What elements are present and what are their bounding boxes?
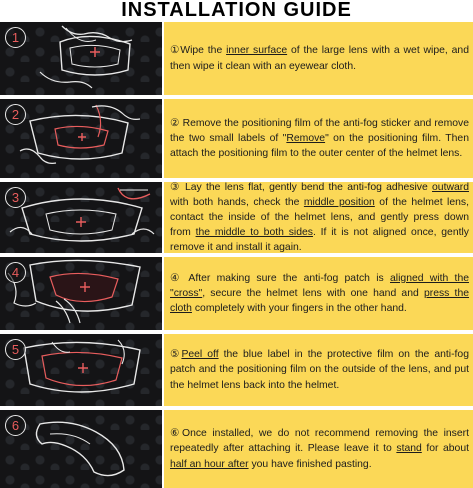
step-6-text <box>170 426 469 472</box>
step-number-badge: 1 <box>5 27 26 48</box>
step-number-badge: 2 <box>5 104 26 125</box>
text-segment: ①Wipe the <box>170 45 227 57</box>
text-segment: , secure the helmet lens with one hand and <box>202 287 424 299</box>
step-3-illustration <box>0 182 163 253</box>
step-1-text <box>170 43 469 73</box>
step-2-illustration <box>0 99 163 178</box>
step-row-6 <box>0 410 473 488</box>
step-number-badge: 3 <box>5 187 26 208</box>
step-number-badge: 5 <box>5 339 26 360</box>
step-6-instructions <box>164 410 473 488</box>
step-2-instructions <box>164 99 473 178</box>
step-3-text <box>170 180 469 256</box>
page-title: INSTALLATION GUIDE <box>121 0 352 21</box>
text-segment: ② Remove the positioning film of the anti-fog sticker and remove the two small labels of " <box>170 117 469 144</box>
step-1-illustration <box>0 22 163 95</box>
step-3-instructions <box>164 182 473 253</box>
text-segment: ④ After making sure the anti-fog patch is <box>170 272 391 284</box>
step-row-3 <box>0 182 473 253</box>
step-4-illustration <box>0 257 163 330</box>
text-segment: of the helmet lens, contact the inside of the helmet lens, and gently press down from <box>170 196 470 239</box>
underlined-text: Peel off <box>181 349 219 361</box>
step-row-1 <box>0 22 473 95</box>
text-segment: completely with your fingers in the other hand. <box>191 303 407 315</box>
text-segment: . If it is not aligned once, gently remove it and install it again. <box>170 227 469 254</box>
step-4-instructions <box>164 257 473 330</box>
step-5-text <box>170 347 469 393</box>
underlined-text: the middle to both sides <box>195 227 313 239</box>
step-row-4 <box>0 257 473 330</box>
text-segment: ⑤ <box>170 349 182 361</box>
underlined-text: stand <box>396 443 422 455</box>
text-segment: ⑥Once installed, we do not recommend removing the insert repeatedly after attaching it. Please leave it to <box>170 428 469 455</box>
underlined-text: aligned with the "cross" <box>170 272 469 299</box>
text-segment: for about <box>421 443 470 455</box>
step-row-2 <box>0 99 473 178</box>
step-1-instructions <box>164 22 473 95</box>
underlined-text: press the cloth <box>170 287 469 315</box>
underlined-text: outward <box>432 181 469 193</box>
underlined-text: middle position <box>303 196 375 208</box>
step-5-instructions <box>164 334 473 406</box>
step-number-badge: 6 <box>5 415 26 436</box>
underlined-text: half an hour after <box>170 458 249 470</box>
step-row-5 <box>0 334 473 406</box>
underlined-text: Remove <box>286 132 326 144</box>
step-2-text <box>170 116 469 162</box>
step-5-illustration <box>0 334 163 406</box>
underlined-text: inner surface <box>226 45 288 57</box>
text-segment: " on the positioning film. Then attach the positioning film to the outer center of the helmet lens. <box>170 132 469 160</box>
step-number-badge: 4 <box>5 262 26 283</box>
text-segment: with both hands, check the <box>170 196 304 208</box>
step-4-text <box>170 271 469 317</box>
text-segment: you have finished pasting. <box>248 458 372 470</box>
step-6-illustration <box>0 410 163 488</box>
text-segment: of the large lens with a wet wipe, and then wipe it clean with an eyewear cloth. <box>170 45 469 72</box>
text-segment: ③ Lay the lens flat, gently bend the anti-fog adhesive <box>170 181 433 193</box>
text-segment: the blue label in the protective film on the anti-fog patch and the positioning film on the outside of the lens, and put the helmet lens back into the helmet. <box>170 349 469 391</box>
